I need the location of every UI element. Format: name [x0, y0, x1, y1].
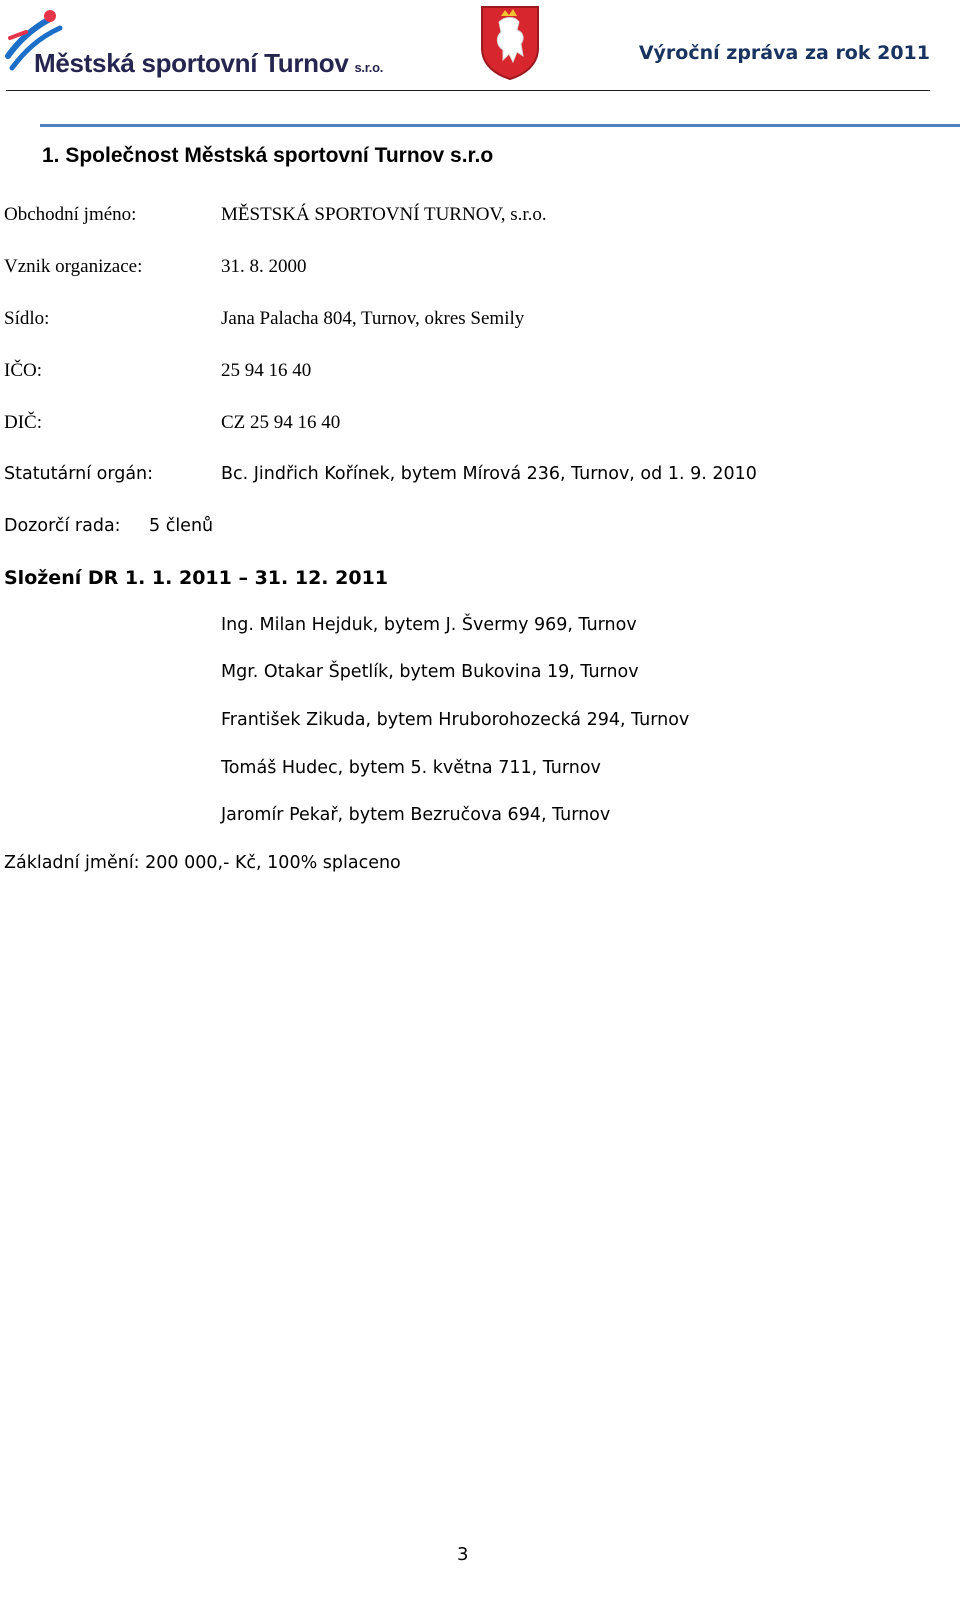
dic-value: CZ 25 94 16 40	[221, 412, 341, 433]
heading-divider	[40, 124, 960, 127]
czech-coat-of-arms-icon	[479, 4, 541, 80]
trade-name-value: MĚSTSKÁ SPORTOVNÍ TURNOV, s.r.o.	[221, 204, 547, 225]
statutory-body-label: Statutární orgán:	[4, 464, 154, 484]
supervisory-board-label: Dozorčí rada:	[4, 516, 121, 536]
founded-label: Vznik organizace:	[4, 256, 143, 277]
ico-value: 25 94 16 40	[221, 360, 312, 381]
board-member: Jaromír Pekař, bytem Bezručova 694, Turnov	[221, 805, 611, 825]
board-member: Tomáš Hudec, bytem 5. května 711, Turnov	[221, 758, 601, 778]
dic-label: DIČ:	[4, 412, 42, 433]
ico-label: IČO:	[4, 360, 42, 381]
seat-label: Sídlo:	[4, 308, 50, 329]
header-divider	[6, 90, 930, 91]
board-composition-title: Složení DR 1. 1. 2011 – 31. 12. 2011	[4, 567, 389, 589]
statutory-body-value: Bc. Jindřich Kořínek, bytem Mírová 236, Turnov, od 1. 9. 2010	[221, 464, 757, 484]
section-title: 1. Společnost Městská sportovní Turnov s.r.o	[42, 144, 494, 167]
trade-name-label: Obchodní jméno:	[4, 204, 137, 225]
logo-wordmark: Městská sportovní Turnov s.r.o.	[34, 48, 384, 78]
registered-capital: Základní jmění: 200 000,- Kč, 100% splaceno	[4, 853, 401, 873]
founded-value: 31. 8. 2000	[221, 256, 307, 277]
report-title: Výroční zpráva za rok 2011	[638, 42, 930, 64]
board-member: František Zikuda, bytem Hruborohozecká 294, Turnov	[221, 710, 690, 730]
board-member: Ing. Milan Hejduk, bytem J. Švermy 969, Turnov	[221, 615, 637, 635]
board-member: Mgr. Otakar Špetlík, bytem Bukovina 19, Turnov	[221, 662, 639, 682]
supervisory-board-value: 5 členů	[149, 516, 214, 536]
seat-value: Jana Palacha 804, Turnov, okres Semily	[221, 308, 525, 329]
page-number: 3	[457, 1544, 469, 1565]
